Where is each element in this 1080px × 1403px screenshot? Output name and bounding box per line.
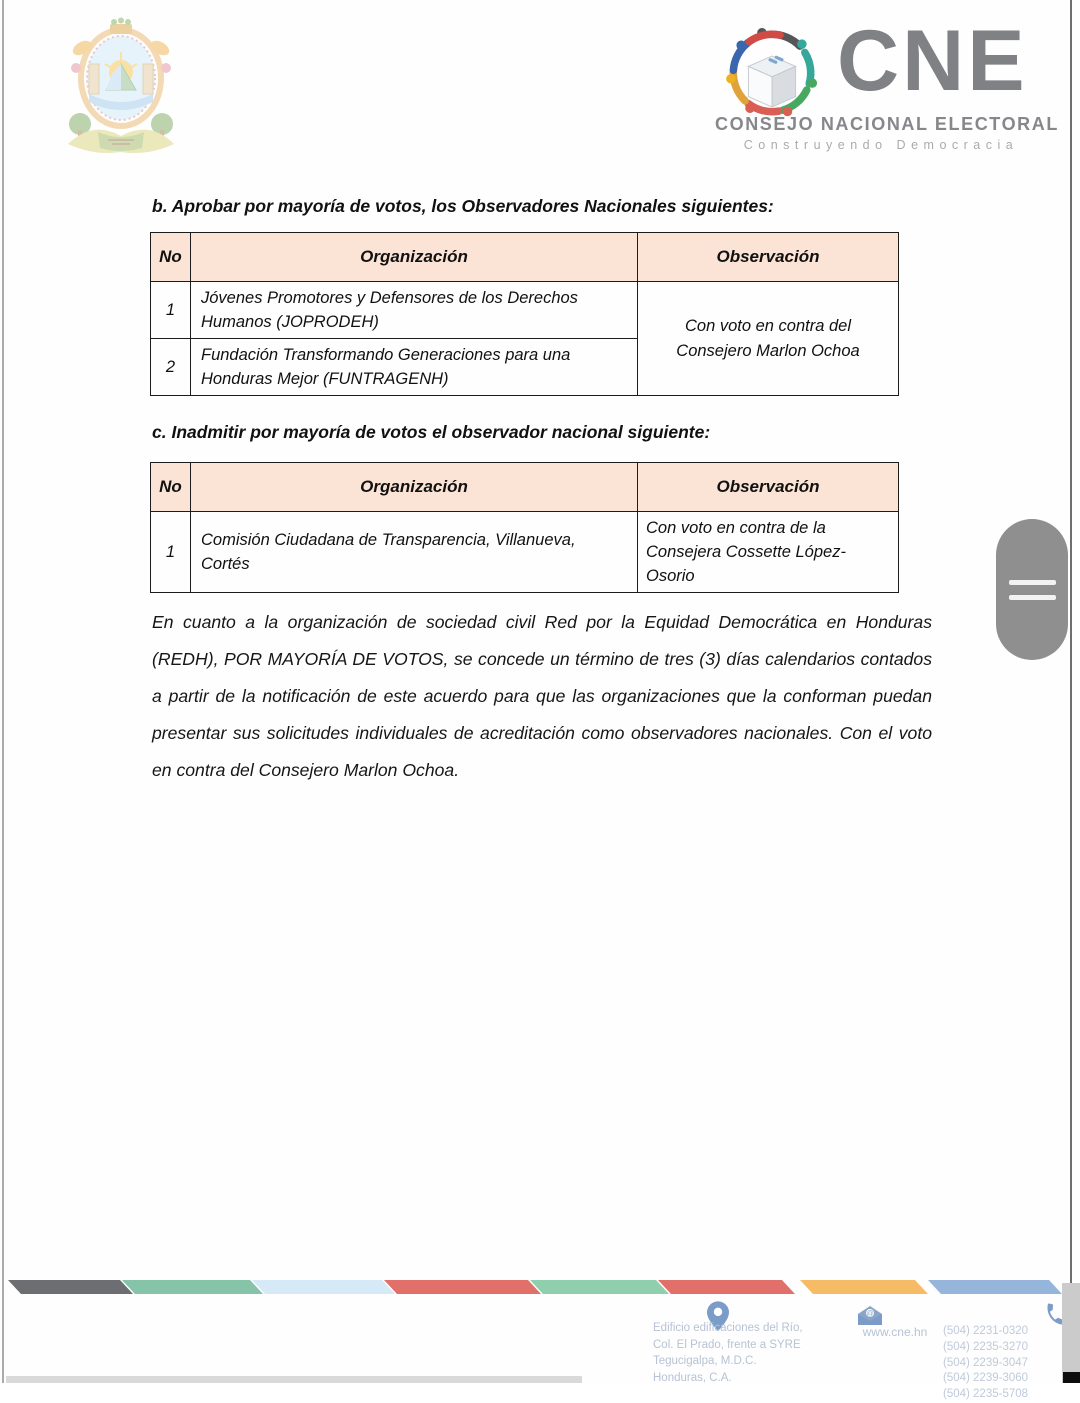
address-line: Col. El Prado, frente a SYRE bbox=[653, 1338, 801, 1351]
ballot-box-people-icon bbox=[721, 22, 823, 124]
col-header-no: No bbox=[151, 233, 191, 282]
email-envelope-icon bbox=[857, 1306, 883, 1326]
approved-observers-table bbox=[150, 232, 899, 396]
table-header-row bbox=[151, 233, 899, 282]
page-right-edge bbox=[1070, 0, 1072, 1285]
address-line: Honduras, C.A. bbox=[653, 1371, 732, 1384]
drag-handle-icon bbox=[1009, 580, 1056, 585]
col-header-organizacion: Organización bbox=[191, 463, 638, 512]
col-header-observacion: Observación bbox=[638, 463, 899, 512]
row-number: 1 bbox=[151, 512, 191, 593]
table-row bbox=[151, 282, 899, 339]
cne-tagline: Construyendo Democracia bbox=[743, 138, 1019, 152]
col-header-no: No bbox=[151, 463, 191, 512]
phone-number: (504) 2231-0320 bbox=[943, 1325, 1029, 1337]
footer-color-stripe bbox=[0, 1280, 1080, 1294]
address-line: Edificio edificaciones del Río, bbox=[653, 1322, 803, 1334]
organization-name: Jóvenes Promotores y Defensores de los Derechos Humanos (JOPRODEH) bbox=[191, 282, 638, 339]
section-c-heading: c. Inadmitir por mayoría de votos el observador nacional siguiente: bbox=[152, 422, 711, 442]
row-number: 1 bbox=[151, 282, 191, 339]
footer-website: www.cne.hn bbox=[862, 1325, 928, 1339]
table-row bbox=[151, 512, 899, 593]
row-number: 2 bbox=[151, 339, 191, 396]
section-b-heading: b. Aprobar por mayoría de votos, los Observadores Nacionales siguientes: bbox=[152, 196, 774, 216]
page-bottom-edge bbox=[6, 1376, 582, 1383]
inadmitted-observer-table bbox=[150, 462, 899, 593]
col-header-organizacion: Organización bbox=[191, 233, 638, 282]
drag-handle-icon bbox=[1009, 595, 1056, 600]
phone-number: (504) 2239-3047 bbox=[943, 1356, 1029, 1369]
bottom-right-corner-mark bbox=[1063, 1372, 1080, 1383]
phone-number: (504) 2239-3060 bbox=[943, 1372, 1029, 1385]
honduras-coat-of-arms-icon bbox=[58, 20, 184, 162]
table-header-row bbox=[151, 463, 899, 512]
organization-name: Comisión Ciudadana de Transparencia, Villanueva, Cortés bbox=[191, 512, 638, 593]
address-line: Tegucigalpa, M.D.C. bbox=[653, 1355, 757, 1367]
closing-paragraph: En cuanto a la organización de sociedad civil Red por la Equidad Democrática en Honduras (REDH), POR MAYORÍA DE VOTOS, se concede un término de tres (3) días calendarios contados a partir de la notificación de este acuerdo para que las organizaciones que la conforman puedan presentar sus solicitudes individuales de acreditación como observadores nacionales. Con el voto en contra del Consejero Marlon Ochoa. bbox=[152, 612, 932, 780]
cne-logo bbox=[715, 13, 1059, 156]
phone-number: (504) 2235-3270 bbox=[943, 1340, 1029, 1353]
phone-number: (504) 2235-5708 bbox=[943, 1388, 1029, 1401]
svg-text:@: @ bbox=[866, 1308, 874, 1318]
col-header-observacion: Observación bbox=[638, 233, 899, 282]
observation-merged: Con voto en contra del Consejero Marlon Ochoa bbox=[638, 282, 899, 396]
organization-name: Fundación Transformando Generaciones para una Honduras Mejor (FUNTRAGENH) bbox=[191, 339, 638, 396]
edge-panel-handle[interactable] bbox=[996, 519, 1068, 660]
page-right-band bbox=[1062, 1283, 1080, 1383]
footer-address bbox=[653, 1320, 823, 1386]
footer-phone-numbers bbox=[943, 1324, 1073, 1403]
observation: Con voto en contra de la Consejera Cossette López-Osorio bbox=[638, 512, 899, 593]
cne-full-name: CONSEJO NACIONAL ELECTORAL bbox=[715, 114, 1059, 134]
page-left-edge bbox=[2, 0, 4, 1383]
cne-acronym: CNE bbox=[837, 13, 1028, 109]
